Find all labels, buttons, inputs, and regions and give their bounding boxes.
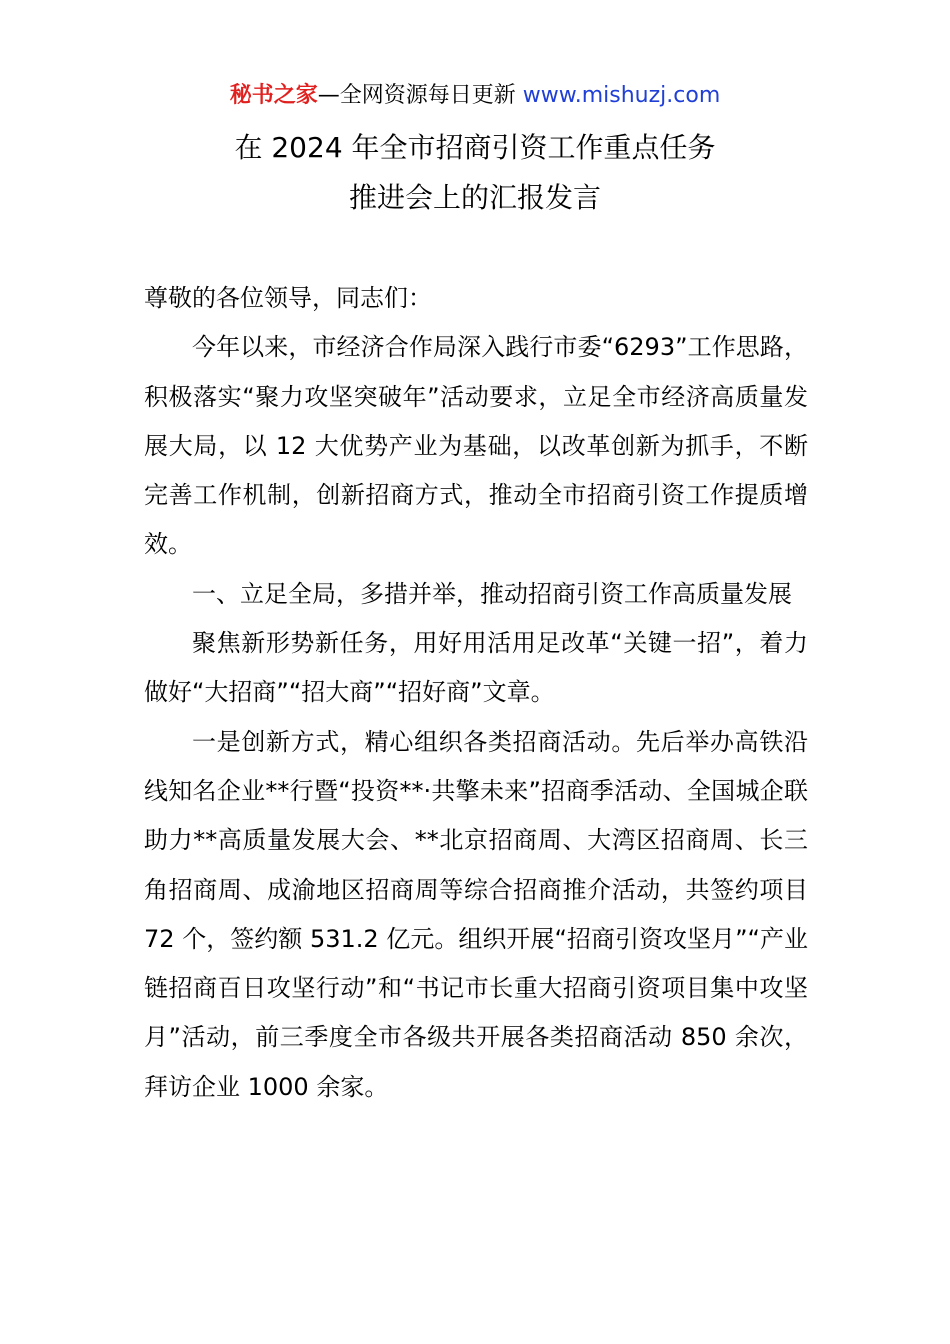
- document-body: [144, 274, 808, 1112]
- header-tagline: —全网资源每日更新: [317, 83, 523, 108]
- document-title: [0, 123, 950, 223]
- site-url-link[interactable]: www.mishuzj.com: [522, 83, 721, 108]
- section-heading-1: 一、立足全局，多措并举，推动招商引资工作高质量发展: [192, 579, 792, 608]
- paragraph-point-1: 一是创新方式，精心组织各类招商活动。先后举办高铁沿线知名企业**行暨“投资**·共擎未来”招商季活动、全国城企联助力**高质量发展大会、**北京招商周、大湾区招商周、长三角招商周、成渝地区招商周等综合招商推介活动，共签约项目 72 个，签约额 531.2 亿元。组织开展“招商引资攻坚月”“产业链招商百日攻坚行动”和“书记市长重大招商引资项目集中攻坚月”活动，前三季度全市各级共开展各类招商活动 850 余次，拜访企业 1000 余家。: [144, 727, 808, 1101]
- title-line-1: 在 2024 年全市招商引资工作重点任务: [234, 131, 716, 164]
- paragraph-intro: 今年以来，市经济合作局深入践行市委“6293”工作思路，积极落实“聚力攻坚突破年”活动要求，立足全市经济高质量发展大局，以 12 大优势产业为基础，以改革创新为抓手，不断完善工作机制，创新招商方式，推动全市招商引资工作提质增效。: [144, 333, 808, 559]
- salutation: 尊敬的各位领导，同志们：: [144, 284, 432, 312]
- paragraph-focus: 聚焦新形势新任务，用好用活用足改革“关键一招”，着力做好“大招商”“招大商”“招好商”文章。: [144, 629, 808, 707]
- title-line-2: 推进会上的汇报发言: [348, 181, 601, 214]
- brand-name: 秘书之家: [229, 83, 318, 108]
- site-header: [0, 78, 950, 114]
